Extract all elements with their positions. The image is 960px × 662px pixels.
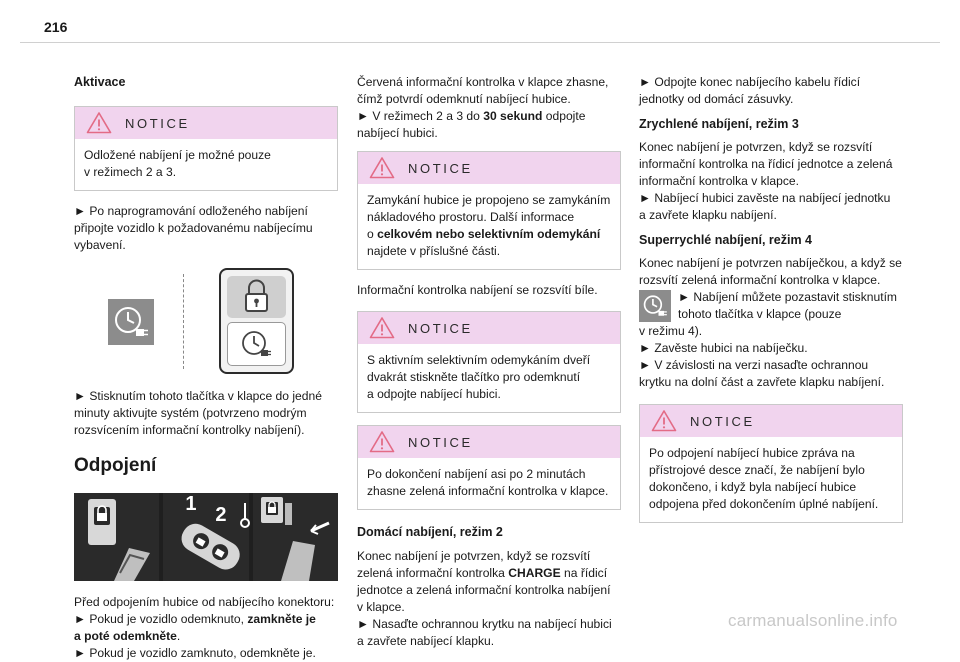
figure-unplug-steps bbox=[74, 493, 338, 581]
paragraph bbox=[74, 388, 338, 439]
text-line: krytku na dolní část a zavřete klapku nabíjení. bbox=[639, 375, 885, 389]
text-line: S aktivním selektivním odemykáním dveří bbox=[367, 353, 591, 367]
figure-step-handle bbox=[253, 493, 338, 581]
notice-title: NOTICE bbox=[125, 116, 190, 131]
warning-icon bbox=[369, 316, 395, 339]
timer-plug-icon bbox=[228, 323, 285, 365]
text-line: jednotky od domácí zásuvky. bbox=[639, 92, 794, 106]
notice-box bbox=[74, 106, 338, 191]
heading-mode-4: Superrychlé nabíjení, režim 4 bbox=[639, 233, 812, 247]
notice-header bbox=[358, 426, 620, 458]
flap-panel bbox=[219, 268, 294, 374]
icon-text-block bbox=[639, 289, 903, 323]
step-number: 1 bbox=[185, 493, 197, 515]
notice-header bbox=[358, 152, 620, 184]
text-line: vybavení. bbox=[74, 238, 126, 252]
text-line: v režimu 4). bbox=[639, 324, 703, 338]
text-line: ► V závislosti na verzi nasaďte ochrannou bbox=[639, 358, 869, 372]
text-line: rozsvícením informační kontrolky nabíjení). bbox=[74, 423, 305, 437]
text-run: zelená informační kontrolka bbox=[357, 566, 509, 580]
text-line: ► Nabíjecí hubici zavěste na nabíjecí jednotku bbox=[639, 191, 891, 205]
door-handle-illustration bbox=[253, 493, 335, 581]
heading-mode-3: Zrychlené nabíjení, režim 3 bbox=[639, 117, 799, 131]
text-line: dokončeno, i když byla nabíjecí hubice bbox=[649, 480, 857, 494]
notice-box bbox=[357, 425, 621, 510]
heading-aktivace: Aktivace bbox=[74, 75, 126, 89]
text-line: najdete v příslušné části. bbox=[367, 244, 501, 258]
notice-title: NOTICE bbox=[408, 435, 473, 450]
paragraph bbox=[74, 203, 338, 254]
text-run: . bbox=[176, 629, 181, 643]
text-line: Po dokončení nabíjení asi po 2 minutách bbox=[367, 467, 586, 481]
notice-text bbox=[358, 184, 620, 269]
text-run: ► Pokud je vozidlo odemknuto, bbox=[74, 612, 248, 626]
timer-plug-icon bbox=[639, 290, 671, 322]
text-line: v klapce. bbox=[357, 600, 405, 614]
timer-button bbox=[108, 299, 154, 345]
paragraph bbox=[357, 74, 621, 142]
text-line: a zavřete klapku nabíjení. bbox=[639, 208, 777, 222]
timer-button bbox=[639, 290, 671, 322]
text-run-bold: zamkněte je bbox=[247, 612, 316, 626]
text-line: ► Po naprogramování odloženého nabíjení bbox=[74, 204, 308, 218]
text-line: Zamykání hubice je propojeno se zamykáním bbox=[367, 193, 611, 207]
key-fob-illustration bbox=[163, 493, 259, 581]
text-line: odpojena před dokončením úplné nabíjení. bbox=[649, 497, 879, 511]
timer-plug-icon bbox=[108, 299, 154, 345]
text-run: o bbox=[367, 227, 378, 241]
notice-box bbox=[639, 404, 903, 523]
text-line: Po odpojení nabíjecí hubice zpráva na bbox=[649, 446, 855, 460]
text-line: Konec nabíjení je potvrzen, když se rozsvítí bbox=[357, 549, 591, 563]
text-run-bold: a poté odemkněte bbox=[74, 629, 177, 643]
notice-box bbox=[357, 151, 621, 270]
text-run: na řídicí bbox=[560, 566, 608, 580]
text-line: a odpojte nabíjecí hubici. bbox=[367, 387, 501, 401]
figure-charge-buttons bbox=[74, 268, 338, 375]
text-line bbox=[74, 628, 338, 645]
notice-box bbox=[357, 311, 621, 413]
warning-icon bbox=[86, 111, 112, 134]
figure-step-flap bbox=[74, 493, 159, 581]
text-line: ► Nasaďte ochrannou krytku na nabíjecí hubici bbox=[357, 617, 612, 631]
text-line: v režimech 2 a 3. bbox=[84, 165, 177, 179]
text-line bbox=[357, 108, 621, 125]
text-line: přístrojové desce značí, že nabíjení bylo bbox=[649, 463, 865, 477]
page-number: 216 bbox=[44, 19, 68, 35]
warning-icon bbox=[369, 156, 395, 179]
paragraph bbox=[639, 255, 903, 391]
step-number: 2 bbox=[215, 504, 227, 526]
text-line bbox=[367, 226, 611, 243]
text-line: Červená informační kontrolka v klapce zhasne, bbox=[357, 75, 609, 89]
text-line: minuty aktivujte systém (potvrzeno modrým bbox=[74, 406, 307, 420]
text-line: Odložené nabíjení je možné pouze bbox=[84, 148, 271, 162]
notice-title: NOTICE bbox=[690, 414, 755, 429]
notice-title: NOTICE bbox=[408, 321, 473, 336]
figure-step-key bbox=[163, 493, 248, 581]
text-line: zhasne zelená informační kontrolka v klapce. bbox=[367, 484, 609, 498]
text-line: připojte vozidlo k požadovanému nabíjecímu bbox=[74, 221, 313, 235]
text-line: ► Stisknutím tohoto tlačítka v klapce do jedné bbox=[74, 389, 322, 403]
lock-icon bbox=[227, 276, 286, 318]
notice-title: NOTICE bbox=[408, 161, 473, 176]
text-line: ► Zavěste hubici na nabíječku. bbox=[639, 341, 808, 355]
text-line: ► Pokud je vozidlo zamknuto, odemkněte je. bbox=[74, 646, 316, 660]
text-line: a zavřete nabíjecí klapku. bbox=[357, 634, 495, 648]
text-line: ► Odpojte konec nabíjecího kabelu řídicí bbox=[639, 75, 861, 89]
text-line: jednotce a zelená informační kontrolka nabíjení bbox=[357, 583, 611, 597]
text-line: Konec nabíjení je potvrzen nabíječkou, a když se bbox=[639, 256, 902, 270]
text-line: nabíjecí hubici. bbox=[357, 126, 438, 140]
header-rule bbox=[20, 42, 940, 43]
paragraph bbox=[74, 594, 338, 662]
text-line: Konec nabíjení je potvrzen, když se rozsvítí bbox=[639, 140, 873, 154]
text-line: dvakrát stiskněte tlačítko pro odemknutí bbox=[367, 370, 581, 384]
column-1 bbox=[74, 74, 338, 662]
text-line: tohoto tlačítka v klapce (pouze bbox=[678, 307, 842, 321]
text-line: ► Nabíjení můžete pozastavit stisknutím bbox=[678, 290, 897, 304]
text-line: nákladového prostoru. Další informace bbox=[367, 210, 575, 224]
text-run: ► V režimech 2 a 3 do bbox=[357, 109, 484, 123]
column-2 bbox=[357, 74, 621, 650]
text-run: odpojte bbox=[542, 109, 586, 123]
text-line: Informační kontrolka nabíjení se rozsvítí bíle. bbox=[357, 283, 598, 297]
notice-text bbox=[75, 139, 337, 190]
paragraph bbox=[639, 139, 903, 224]
lock-button bbox=[227, 276, 286, 318]
notice-header bbox=[358, 312, 620, 344]
column-3 bbox=[639, 74, 903, 523]
heading-mode-2: Domácí nabíjení, režim 2 bbox=[357, 525, 503, 539]
text-line: informační kontrolka v klapce. bbox=[639, 174, 799, 188]
notice-text bbox=[358, 458, 620, 509]
paragraph bbox=[639, 74, 903, 108]
warning-icon bbox=[369, 430, 395, 453]
text-run-bold: CHARGE bbox=[508, 566, 561, 580]
timer-button-panel bbox=[227, 322, 286, 366]
warning-icon bbox=[651, 409, 677, 432]
flap-lock-illustration bbox=[74, 493, 156, 581]
text-line: Před odpojením hubice od nabíjecího konektoru: bbox=[74, 595, 335, 609]
text-line: rozsvítí zelená informační kontrolka v klapce. bbox=[639, 273, 881, 287]
text-line: čímž potvrdí odemknutí nabíjecí hubice. bbox=[357, 92, 571, 106]
text-run-bold: 30 sekund bbox=[483, 109, 543, 123]
notice-text bbox=[358, 344, 620, 412]
text-run-bold: celkovém nebo selektivním odemykání bbox=[377, 227, 601, 241]
notice-header bbox=[75, 107, 337, 139]
text-line: informační kontrolka na řídicí jednotce a zelená bbox=[639, 157, 893, 171]
text-line bbox=[357, 565, 621, 582]
heading-odpojeni: Odpojení bbox=[74, 455, 157, 476]
notice-header bbox=[640, 405, 902, 437]
text-line bbox=[74, 611, 338, 628]
watermark: carmanualsonline.info bbox=[728, 611, 898, 630]
separator bbox=[183, 274, 184, 369]
paragraph bbox=[357, 548, 621, 650]
notice-text bbox=[640, 437, 902, 522]
